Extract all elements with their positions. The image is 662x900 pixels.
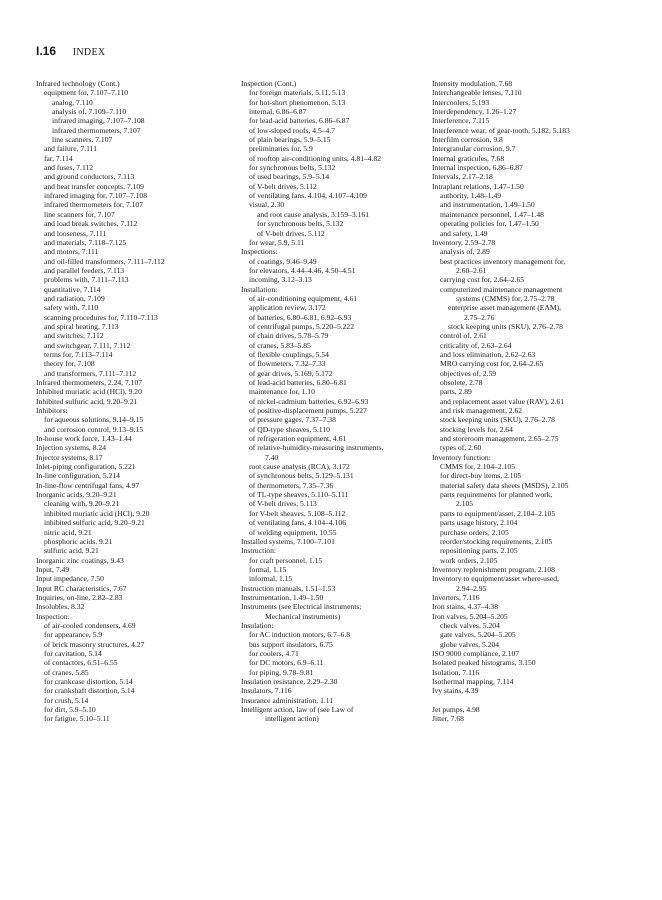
index-subentry: and heat transfer concepts, 7.109 <box>44 181 144 191</box>
index-subentry: of chain drives, 5.78–5.79 <box>249 331 329 341</box>
index-subentry: systems (CMMS) for, 2.75–2.78 <box>456 293 555 303</box>
index-subentry: for fatigue, 5.10–5.11 <box>44 714 110 724</box>
index-entry: Intervals, 2.17–2.18 <box>432 172 493 182</box>
index-entry: Intraplant relations, 1.47–1.50 <box>432 181 524 191</box>
index-entry: Inorganic acids, 9.20–9.21 <box>36 490 117 500</box>
index-subentry: of flowmeters, 7.32–7.33 <box>249 359 326 369</box>
index-entry: Iron stains, 4.37–4.38 <box>432 602 499 612</box>
index-entry: Interchangeable lenses, 7.110 <box>432 88 522 98</box>
index-subentry: stock keeping units (SKU), 2.76–2.78 <box>440 415 555 425</box>
index-subentry: for elevators, 4.44–4.46, 4.50–4.51 <box>249 265 356 275</box>
index-subentry: analysis of, 7.109–7.110 <box>52 107 127 117</box>
index-entry: Intergranular corrosion, 9.7 <box>432 144 516 154</box>
index-entry: Inventory, 2.59–2.78 <box>432 237 496 247</box>
index-subentry: line scanners, 7.107 <box>52 135 113 145</box>
index-subentry: of used bearings, 5.9–5.14 <box>249 172 330 182</box>
index-subentry: incoming, 3.12–3.13 <box>249 275 312 285</box>
index-entry: Insulators, 7.116 <box>241 686 292 696</box>
index-subentry: parts usage history, 2.104 <box>440 518 518 528</box>
index-entry: Inspection: <box>36 611 70 621</box>
index-entry: Injection systems, 8.24 <box>36 443 107 453</box>
index-subentry: and corrosion control, 9.13–9.15 <box>44 424 144 434</box>
index-subentry: best practices inventory management for, <box>440 256 566 266</box>
index-subentry: application review, 3.172 <box>249 303 326 313</box>
index-entry: Input impedance, 7.50 <box>36 574 104 584</box>
index-entry: Instrumentation, 1.49–1.50 <box>241 592 324 602</box>
index-subentry: of cranes, 5.85 <box>44 667 89 677</box>
index-subentry: and failure, 7.111 <box>44 144 97 154</box>
index-subentry: equipment for, 7.107–7.110 <box>44 88 128 98</box>
index-subentry: infrared thermometers, 7.107 <box>52 125 141 135</box>
index-subentry: carrying cost for, 2.64–2.65 <box>440 275 525 285</box>
index-subentry: of air-conditioning equipment, 4.61 <box>249 293 358 303</box>
index-subentry: for AC induction motors, 6.7–6.8 <box>249 630 351 640</box>
index-entry: Installation: <box>241 284 278 294</box>
index-entry: In-house work force, 1.43–1.44 <box>36 434 132 444</box>
index-subentry: for crankshaft distortion, 5.14 <box>44 686 135 696</box>
index-subentry: 7.40 <box>265 452 279 462</box>
index-subentry: phosphoric acids, 9.21 <box>44 536 113 546</box>
index-entry: Infrared thermometers, 2.24, 7.107 <box>36 378 143 387</box>
index-subentry: repositioning parts, 2.105 <box>440 546 518 556</box>
index-entry: Intercoolers, 5.193 <box>432 97 490 107</box>
index-subentry: intelligent action) <box>265 714 319 724</box>
index-entry: Internal inspection, 6.86–6.87 <box>432 163 523 173</box>
index-subentry: of contactors, 6.51–6.55 <box>44 658 118 668</box>
index-entry: Iron valves, 5.204–5.205 <box>432 611 508 621</box>
index-entry: Instruments (see Electrical instruments; <box>241 602 362 612</box>
index-subentry: check valves, 5.204 <box>440 620 500 630</box>
index-subentry: for wear, 5.9, 5.11 <box>249 237 305 247</box>
index-subentry: stock keeping units (SKU), 2.76–2.78 <box>448 321 563 331</box>
index-subentry: and load break switches, 7.112 <box>44 219 138 229</box>
index-subentry: of pressure gages, 7.37–7.38 <box>249 415 336 425</box>
index-entry: Interfilm corrosion, 9.8 <box>432 135 503 145</box>
index-subentry: inhibited muriatic acid (HCl), 9.20 <box>44 508 150 518</box>
index-subentry: internal, 6.86–6.87 <box>249 107 307 117</box>
index-subentry: for cavitation, 5.14 <box>44 648 102 658</box>
index-entry: Interference, 7.115 <box>432 116 490 126</box>
index-subentry: visual, 2.30 <box>249 200 285 210</box>
index-entry: Inventory replenishment program, 2.108 <box>432 564 555 574</box>
index-subentry: of cranes, 5.83–5.85 <box>249 340 311 350</box>
index-subentry: quantitative, 7.114 <box>44 284 101 294</box>
index-entry: Inlet-piping configuration, 5.221 <box>36 462 136 472</box>
index-entry: Inorganic zinc coatings, 9.43 <box>36 555 124 565</box>
index-subentry: of welding equipment, 10.55 <box>249 527 337 537</box>
index-entry: Injector systems, 8.17 <box>36 452 103 462</box>
index-subentry: and loss elimination, 2.62–2.63 <box>440 349 536 359</box>
index-subentry: of ventilating fans, 4.104–4.106 <box>249 518 347 528</box>
index-entry: Isolated peaked histograms, 3.150 <box>432 658 536 668</box>
index-entry: Interdependency, 1.26–1.27 <box>432 107 517 117</box>
index-subentry: computerized maintenance management <box>440 284 563 294</box>
index-subentry: MRO carrying cost for, 2.64–2.65 <box>440 359 544 369</box>
index-subentry: gate valves, 5.204–5.205 <box>440 630 516 640</box>
index-subentry: for foreign materials, 5.11, 5.13 <box>249 88 346 98</box>
index-subentry: of QD-type sheaves, 5.110 <box>249 424 330 434</box>
index-subentry: preliminaries for, 5.9 <box>249 144 313 154</box>
index-subentry: of coatings, 9.46–9.49 <box>249 256 317 266</box>
index-entry: Insurance administration, 1.11 <box>241 695 334 705</box>
index-subentry: and risk management, 2.62 <box>440 406 523 416</box>
index-subentry: and safety, 1.49 <box>440 228 488 238</box>
index-subentry: of air-cooled condensers, 4.69 <box>44 620 136 630</box>
index-entry: Installed systems, 7.100–7.101 <box>241 536 335 546</box>
index-subentry: and root cause analysis, 3.159–3.161 <box>257 209 369 219</box>
index-subentry: criticality of, 2.63–2.64 <box>440 340 512 350</box>
index-subentry: of nickel-cadmium batteries, 6.92–6.93 <box>249 396 369 406</box>
index-entry: Isothermal mapping, 7.114 <box>432 677 514 686</box>
index-subentry: of positive-displacement pumps, 5.227 <box>249 406 367 416</box>
index-subentry: far, 7.114 <box>44 153 73 163</box>
index-entry: In-line configuration, 5.214 <box>36 471 120 481</box>
index-subentry: and storeroom management, 2.65–2.75 <box>440 434 559 444</box>
index-subentry: of V-belt drives, 5.113 <box>249 499 317 509</box>
index-spacer <box>432 696 630 705</box>
index-subentry: terms for, 7.113–7.114 <box>44 349 113 359</box>
index-subentry: maintenance personnel, 1.47–1.48 <box>440 209 544 219</box>
index-subentry: CMMS for, 2.104–2.105 <box>440 462 516 472</box>
index-subentry: informal, 1.15 <box>249 574 293 584</box>
index-subentry: of synchronous belts, 5.129–5.131 <box>249 471 354 481</box>
index-subentry: for lead-acid batteries, 6.86–6.87 <box>249 116 350 126</box>
index-subentry: inhibited sulfuric acid, 9.20–9.21 <box>44 518 145 528</box>
index-entry: Inhibitors: <box>36 406 68 416</box>
index-subentry: infrared imaging, 7.107–7.108 <box>52 116 145 126</box>
index-entry: Internal graticules, 7.68 <box>432 153 505 163</box>
index-subentry: nitric acid, 9.21 <box>44 527 92 537</box>
index-subentry: control of, 2.61 <box>440 331 487 341</box>
index-subentry: and materials, 7.118–7.125 <box>44 237 127 247</box>
index-subentry: and looseness, 7.111 <box>44 228 107 238</box>
index-subentry: reorder/stocking requirements, 2.105 <box>440 536 553 546</box>
index-subentry: authority, 1.48–1.49 <box>440 191 502 201</box>
index-subentry: of lead-acid batteries, 6.80–6.81 <box>249 378 347 387</box>
index-entry: Isolation, 7.116 <box>432 667 480 677</box>
index-subentry: for crankcase distortion, 5.14 <box>44 677 133 686</box>
index-subentry: infrared thermometers for, 7.107 <box>44 200 144 210</box>
index-column-1 <box>36 79 231 724</box>
index-subentry: and ground conductors, 7.113 <box>44 172 135 182</box>
index-subentry: for craft personnel, 1.15 <box>249 555 323 565</box>
index-subentry: of brick masonry structures, 4.27 <box>44 639 145 649</box>
index-subentry: and fuses, 7.112 <box>44 163 94 173</box>
index-subentry: for direct-buy items, 2.105 <box>440 471 522 481</box>
index-subentry: of V-belt drives, 5.112 <box>257 228 325 238</box>
page-header <box>36 44 105 58</box>
index-subentry: objectives of, 2.59 <box>440 368 497 378</box>
index-subentry: for DC motors, 6.9–6.11 <box>249 658 324 668</box>
index-subentry: for hot-short phenomenon, 5.13 <box>249 97 346 107</box>
index-subentry: and instrumentation, 1.49–1.50 <box>440 200 535 210</box>
index-subentry: for coolers, 4.71 <box>249 648 299 658</box>
index-entry: Inventory to equipment/asset where-used, <box>432 574 559 584</box>
index-subentry: infrared imaging for, 7.107–7.108 <box>44 191 148 201</box>
index-subentry: and switches, 7.112 <box>44 331 104 341</box>
index-subentry: of centrifugal pumps, 5.220–5.222 <box>249 321 355 331</box>
index-subentry: of gear drives, 5.169, 5.172 <box>249 368 333 378</box>
index-subentry: and switchgear, 7.111, 7.112 <box>44 340 131 350</box>
index-subentry: material safety data sheets (MSDS), 2.105 <box>440 480 569 490</box>
index-subentry: globe valves, 5.204 <box>440 639 500 649</box>
index-entry: Input, 7.49 <box>36 564 70 574</box>
index-subentry: of relative-humidity-measuring instruments, <box>249 443 384 453</box>
index-subentry: bus support insulators, 6.75 <box>249 639 333 649</box>
index-entry: Interference wear, of gear-tooth, 5.182, 5.183 <box>432 125 570 135</box>
index-entry: Inverters, 7.116 <box>432 592 480 602</box>
index-column-3 <box>432 79 630 724</box>
index-subentry: maintenance for, 1.10 <box>249 387 315 397</box>
index-entry: Inhibited muriatic acid (HCl), 9.20 <box>36 387 142 397</box>
index-subentry: 2.60–2.61 <box>456 265 487 275</box>
index-entry: Intensity modulation, 7.68 <box>432 79 513 88</box>
index-subentry: stocking levels for, 2.64 <box>440 424 513 434</box>
index-subentry: enterprise asset management (EAM), <box>448 303 562 313</box>
index-subentry: operating policies for, 1.47–1.50 <box>440 219 539 229</box>
index-subentry: Mechanical instruments) <box>265 611 341 621</box>
index-entry: Insulation resistance, 2.29–2.30 <box>241 677 338 686</box>
index-entry: Inventory function: <box>432 452 491 462</box>
index-subentry: of plain bearings, 5.9–5.15 <box>249 135 331 145</box>
index-subentry: of low-sloped roofs, 4.5–4.7 <box>249 125 336 135</box>
index-subentry: for V-belt sheaves, 5.108–5.112 <box>249 508 346 518</box>
index-subentry: 2.94–2.95 <box>456 583 487 593</box>
index-subentry: analysis of, 2.89 <box>440 247 490 257</box>
index-entry: Instruction: <box>241 546 277 556</box>
index-entry: Intelligent action, law of (see Law of <box>241 705 354 715</box>
index-subentry: theory for, 7.108 <box>44 359 95 369</box>
index-entry: In-line-flow centrifugal fans, 4.97 <box>36 480 140 490</box>
index-subentry: for piping, 9.78–9.81 <box>249 667 314 677</box>
index-subentry: of rooftop air-conditioning units, 4.81–4.82 <box>249 153 382 163</box>
index-entry: Inhibited sulfuric acid, 9.20–9.21 <box>36 396 138 406</box>
index-subentry: parts, 2.89 <box>440 387 472 397</box>
index-subentry: and oil-filled transformers, 7.111–7.112 <box>44 256 165 266</box>
running-head: INDEX <box>72 47 106 58</box>
index-subentry: 2.105 <box>456 499 474 509</box>
index-subentry: of V-belt drives, 5.112 <box>249 181 317 191</box>
index-entry: Infrared technology (Cont.) <box>36 79 120 88</box>
index-entry: Inspections: <box>241 247 278 257</box>
index-entry: Jitter, 7.68 <box>432 714 464 724</box>
index-subentry: of TL-type sheaves, 5.110–5.111 <box>249 490 349 500</box>
index-subentry: for synchronous belts, 5.132 <box>257 219 344 229</box>
index-subentry: for aqueous solutions, 9.14–9.15 <box>44 415 144 425</box>
index-subentry: problems with, 7.111–7.113 <box>44 275 129 285</box>
index-subentry: of ventilating fans, 4.104, 4.107–4.109 <box>249 191 367 201</box>
index-subentry: for crush, 5.14 <box>44 695 89 705</box>
index-entry: Jet pumps, 4.98 <box>432 705 480 715</box>
index-subentry: and transformers, 7.111–7.112 <box>44 368 137 378</box>
index-subentry: and parallel feeders, 7.113 <box>44 265 125 275</box>
index-column-2 <box>241 79 429 724</box>
index-subentry: cleaning with, 9.20–9.21 <box>44 499 120 509</box>
index-entry: Instruction manuals, 1.51–1.53 <box>241 583 336 593</box>
index-subentry: and spiral heating, 7.113 <box>44 321 119 331</box>
index-subentry: of flexible couplings, 5.54 <box>249 349 329 359</box>
index-subentry: parts requirements for planned work, <box>440 490 553 500</box>
index-entry: Inspection (Cont.) <box>241 79 297 88</box>
index-subentry: formal, 1.15 <box>249 564 287 574</box>
index-entry: Inquiries, on-line, 2.82–2.83 <box>36 592 123 602</box>
index-subentry: analog, 7.110 <box>52 97 93 107</box>
page-number: I.16 <box>36 44 57 58</box>
index-entry: Input RC characteristics, 7.67 <box>36 583 127 593</box>
index-entry: ISO 9000 compliance, 2.107 <box>432 648 520 658</box>
index-subentry: and motors, 7.111 <box>44 247 99 257</box>
index-subentry: obsolete, 2.78 <box>440 378 483 387</box>
index-subentry: work orders, 2.105 <box>440 555 498 565</box>
index-entry: Insolubles, 8.32 <box>36 602 85 612</box>
index-subentry: types of, 2.60 <box>440 443 482 453</box>
index-subentry: parts to equipment/asset, 2.104–2.105 <box>440 508 556 518</box>
index-subentry: and radiation, 7.109 <box>44 293 105 303</box>
index-subentry: of refrigeration equipment, 4.61 <box>249 434 347 444</box>
index-subentry: safety with, 7.110 <box>44 303 99 313</box>
index-subentry: root cause analysis (RCA), 3.172 <box>249 462 350 472</box>
index-subentry: for appearance, 5.9 <box>44 630 103 640</box>
index-subentry: line scanners for, 7.107 <box>44 209 115 219</box>
index-subentry: purchase orders, 2.105 <box>440 527 509 537</box>
index-subentry: of thermometers, 7.35–7.36 <box>249 480 334 490</box>
index-subentry: of batteries, 6.80–6.81, 6.92–6.93 <box>249 312 352 322</box>
index-subentry: 2.75–2.76 <box>464 312 495 322</box>
index-subentry: and replacement asset value (RAV), 2.61 <box>440 396 565 406</box>
index-subentry: for dirt, 5.9–5.10 <box>44 705 96 715</box>
index-subentry: for synchronous belts, 5.132 <box>249 163 336 173</box>
index-entry: Ivy stains, 4.39 <box>432 686 479 696</box>
index-subentry: scanning procedures for, 7.110–7.113 <box>44 312 158 322</box>
index-entry: Insulation: <box>241 620 274 630</box>
index-subentry: sulfuric acid, 9.21 <box>44 546 99 556</box>
